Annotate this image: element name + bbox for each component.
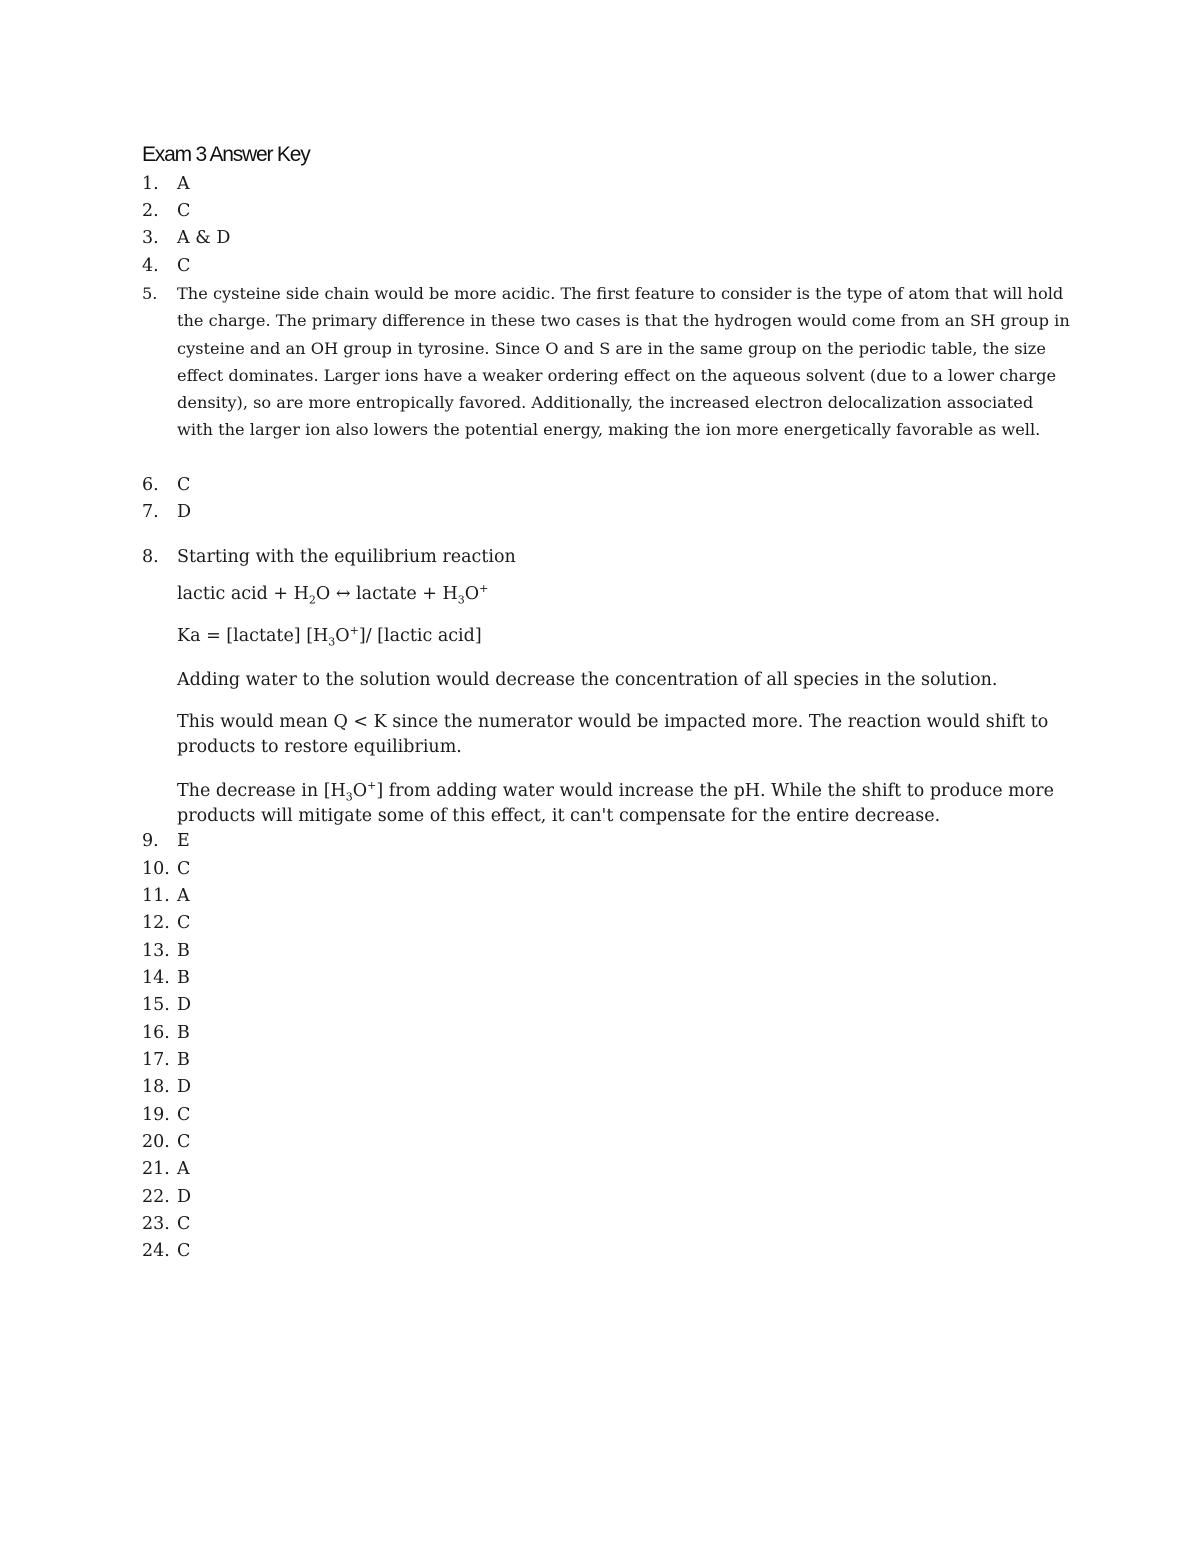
answer-text: D [177,1187,192,1207]
answer-text: Starting with the equilibrium reaction [177,547,516,567]
reaction-equation: lactic acid + $H_2O$ ↔ lactate + $H_3O^+$ [177,582,489,607]
answer-number: 13. [142,941,170,961]
answer-item [142,1047,1072,1074]
answer-number: 7. [142,502,159,522]
answer-text: C [177,1132,191,1152]
answer-item [142,1129,1072,1156]
answer-number: 6. [142,475,159,495]
answer-text: D [177,502,192,522]
answer-text: A [177,1159,190,1179]
answer-item [142,992,1072,1019]
answer-item [142,225,1072,252]
answer-number: 3. [142,228,159,248]
answer-text: C [177,1105,191,1125]
answer-text: B [177,1050,190,1070]
answer-text: B [177,1023,190,1043]
answer-item [142,198,1072,225]
answer-number: 22. [142,1187,170,1207]
answer-text: C [177,1214,191,1234]
answer-number: 10. [142,859,170,879]
answer-item [142,280,1072,444]
answer-number: 17. [142,1050,170,1070]
answer-number: 5. [142,284,158,303]
answer-item [142,1184,1072,1211]
answer-number: 15. [142,995,170,1015]
answer-text: A [177,174,190,194]
answer-item [142,1074,1072,1101]
answer-number: 21. [142,1159,170,1179]
answer-text: C [177,859,191,879]
answer-text: The cysteine side chain would be more acidic. The first feature to consider is the type of atom that will hold the charge. The primary difference in these two cases is that the hydrogen would come from an SH group in cysteine and an OH group in tyrosine. Since O and S are in the same group on the periodic table, the size effect dominates. Larger ions have a weaker ordering effect on the aqueous solvent (due to a lower charge density), so are more entropically favored. Additionally, the increased electron delocalization associated with the larger ion also lowers the potential energy, making the ion more energetically favorable as well. [177,284,1070,440]
answer-text: B [177,968,190,988]
answer-number: 23. [142,1214,170,1234]
answer-number: 24. [142,1241,170,1261]
answer-text: E [177,831,190,851]
answer-number: 19. [142,1105,170,1125]
answer-number: 12. [142,913,170,933]
answer-item [142,1020,1072,1047]
answer-number: 14. [142,968,170,988]
answer-item [142,938,1072,965]
answer-item [142,253,1072,280]
answer-text: C [177,1241,191,1261]
answer-item [142,171,1072,198]
answer-item [142,1238,1072,1265]
answer-text: D [177,1077,192,1097]
answer-text: C [177,256,191,276]
answer-item [142,499,1072,526]
answer-number: 18. [142,1077,170,1097]
answer-item [142,965,1072,992]
answer-text: B [177,941,190,961]
answer-item [142,1156,1072,1183]
answer-text: C [177,475,191,495]
answer-number: 2. [142,201,159,221]
answer-number: 11. [142,886,170,906]
answer-item [142,472,1072,499]
answer-text: A & D [177,228,231,248]
ka-expression: Ka = [lactate] $[H_3O^+]/$ [lactic acid] [177,624,482,649]
page-title: Exam 3 Answer Key [142,143,310,166]
answer-number: 8. [142,547,159,567]
answer-number: 9. [142,831,159,851]
q8-paragraph-2: This would mean Q < K since the numerator would be impacted more. The reaction would shift to products to restore equilibrium. [177,712,1049,757]
answer-text: A [177,886,190,906]
answer-text: C [177,913,191,933]
answer-number: 16. [142,1023,170,1043]
q8-paragraph-3: The decrease in $[H_3O^+]$ from adding water would increase the pH. While the shift to produce more products will mitigate some of this effect, it can't compensate for the entire decrease. [177,779,1054,826]
answer-number: 20. [142,1132,170,1152]
answer-item [142,910,1072,937]
answer-item [142,883,1072,910]
answer-item [142,1211,1072,1238]
q8-paragraph-1: Adding water to the solution would decrease the concentration of all species in the solution. [177,670,998,690]
answer-text: D [177,995,192,1015]
answer-item [142,544,1072,571]
answer-item [142,828,1072,855]
answer-number: 1. [142,174,159,194]
answer-number: 4. [142,256,159,276]
answer-item [142,856,1072,883]
answer-text: C [177,201,191,221]
answer-item [142,1102,1072,1129]
